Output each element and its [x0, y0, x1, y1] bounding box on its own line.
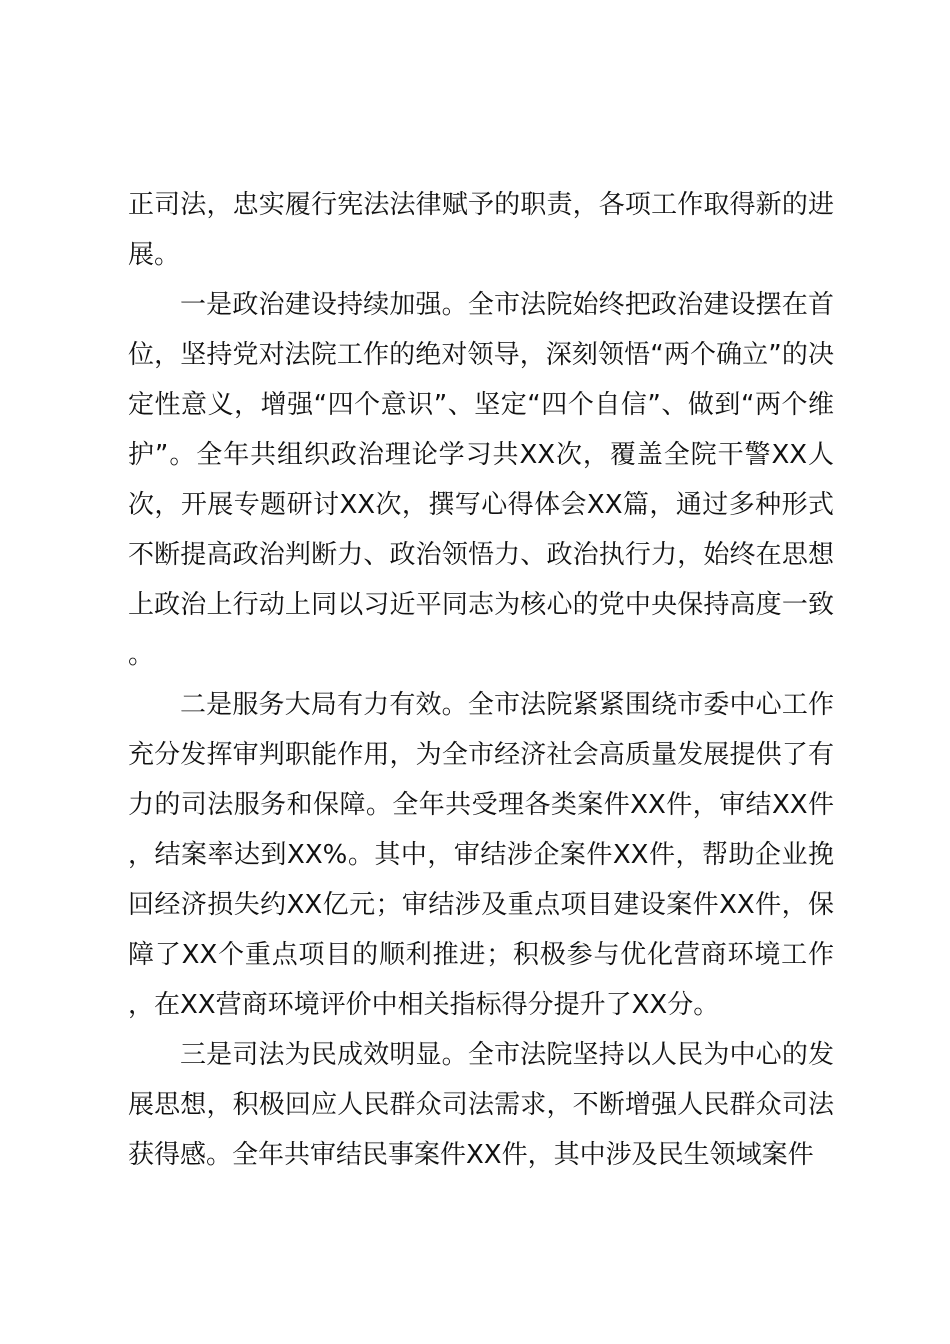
document-body: [128, 180, 834, 1180]
paragraph-justice-for-people: 三是司法为民成效明显。全市法院坚持以人民为中心的发展思想，积极回应人民群众司法需求，不断增强人民群众司法获得感。全年共审结民事案件XX件，其中涉及民生领域案件: [128, 1040, 834, 1170]
paragraph-political-construction: 一是政治建设持续加强。全市法院始终把政治建设摆在首位，坚持党对法院工作的绝对领导，深刻领悟“两个确立”的决定性意义，增强“四个意识”、坚定“四个自信”、做到“两个维护”。全年共组织政治理论学习共XX次，覆盖全院干警XX人次，开展专题研讨XX次，撰写心得体会XX篇，通过多种形式不断提高政治判断力、政治领悟力、政治执行力，始终在思想上政治上行动上同以习近平同志为核心的党中央保持高度一致。: [128, 290, 834, 670]
paragraph-serving-overall-situation: 二是服务大局有力有效。全市法院紧紧围绕市委中心工作充分发挥审判职能作用，为全市经济社会高质量发展提供了有力的司法服务和保障。全年共受理各类案件XX件，审结XX件，结案率达到XX%。其中，审结涉企案件XX件，帮助企业挽回经济损失约XX亿元；审结涉及重点项目建设案件XX件，保障了XX个重点项目的顺利推进；积极参与优化营商环境工作，在XX营商环境评价中相关指标得分提升了XX分。: [128, 690, 834, 1020]
paragraph-continuation: 正司法，忠实履行宪法法律赋予的职责，各项工作取得新的进展。: [128, 190, 834, 270]
